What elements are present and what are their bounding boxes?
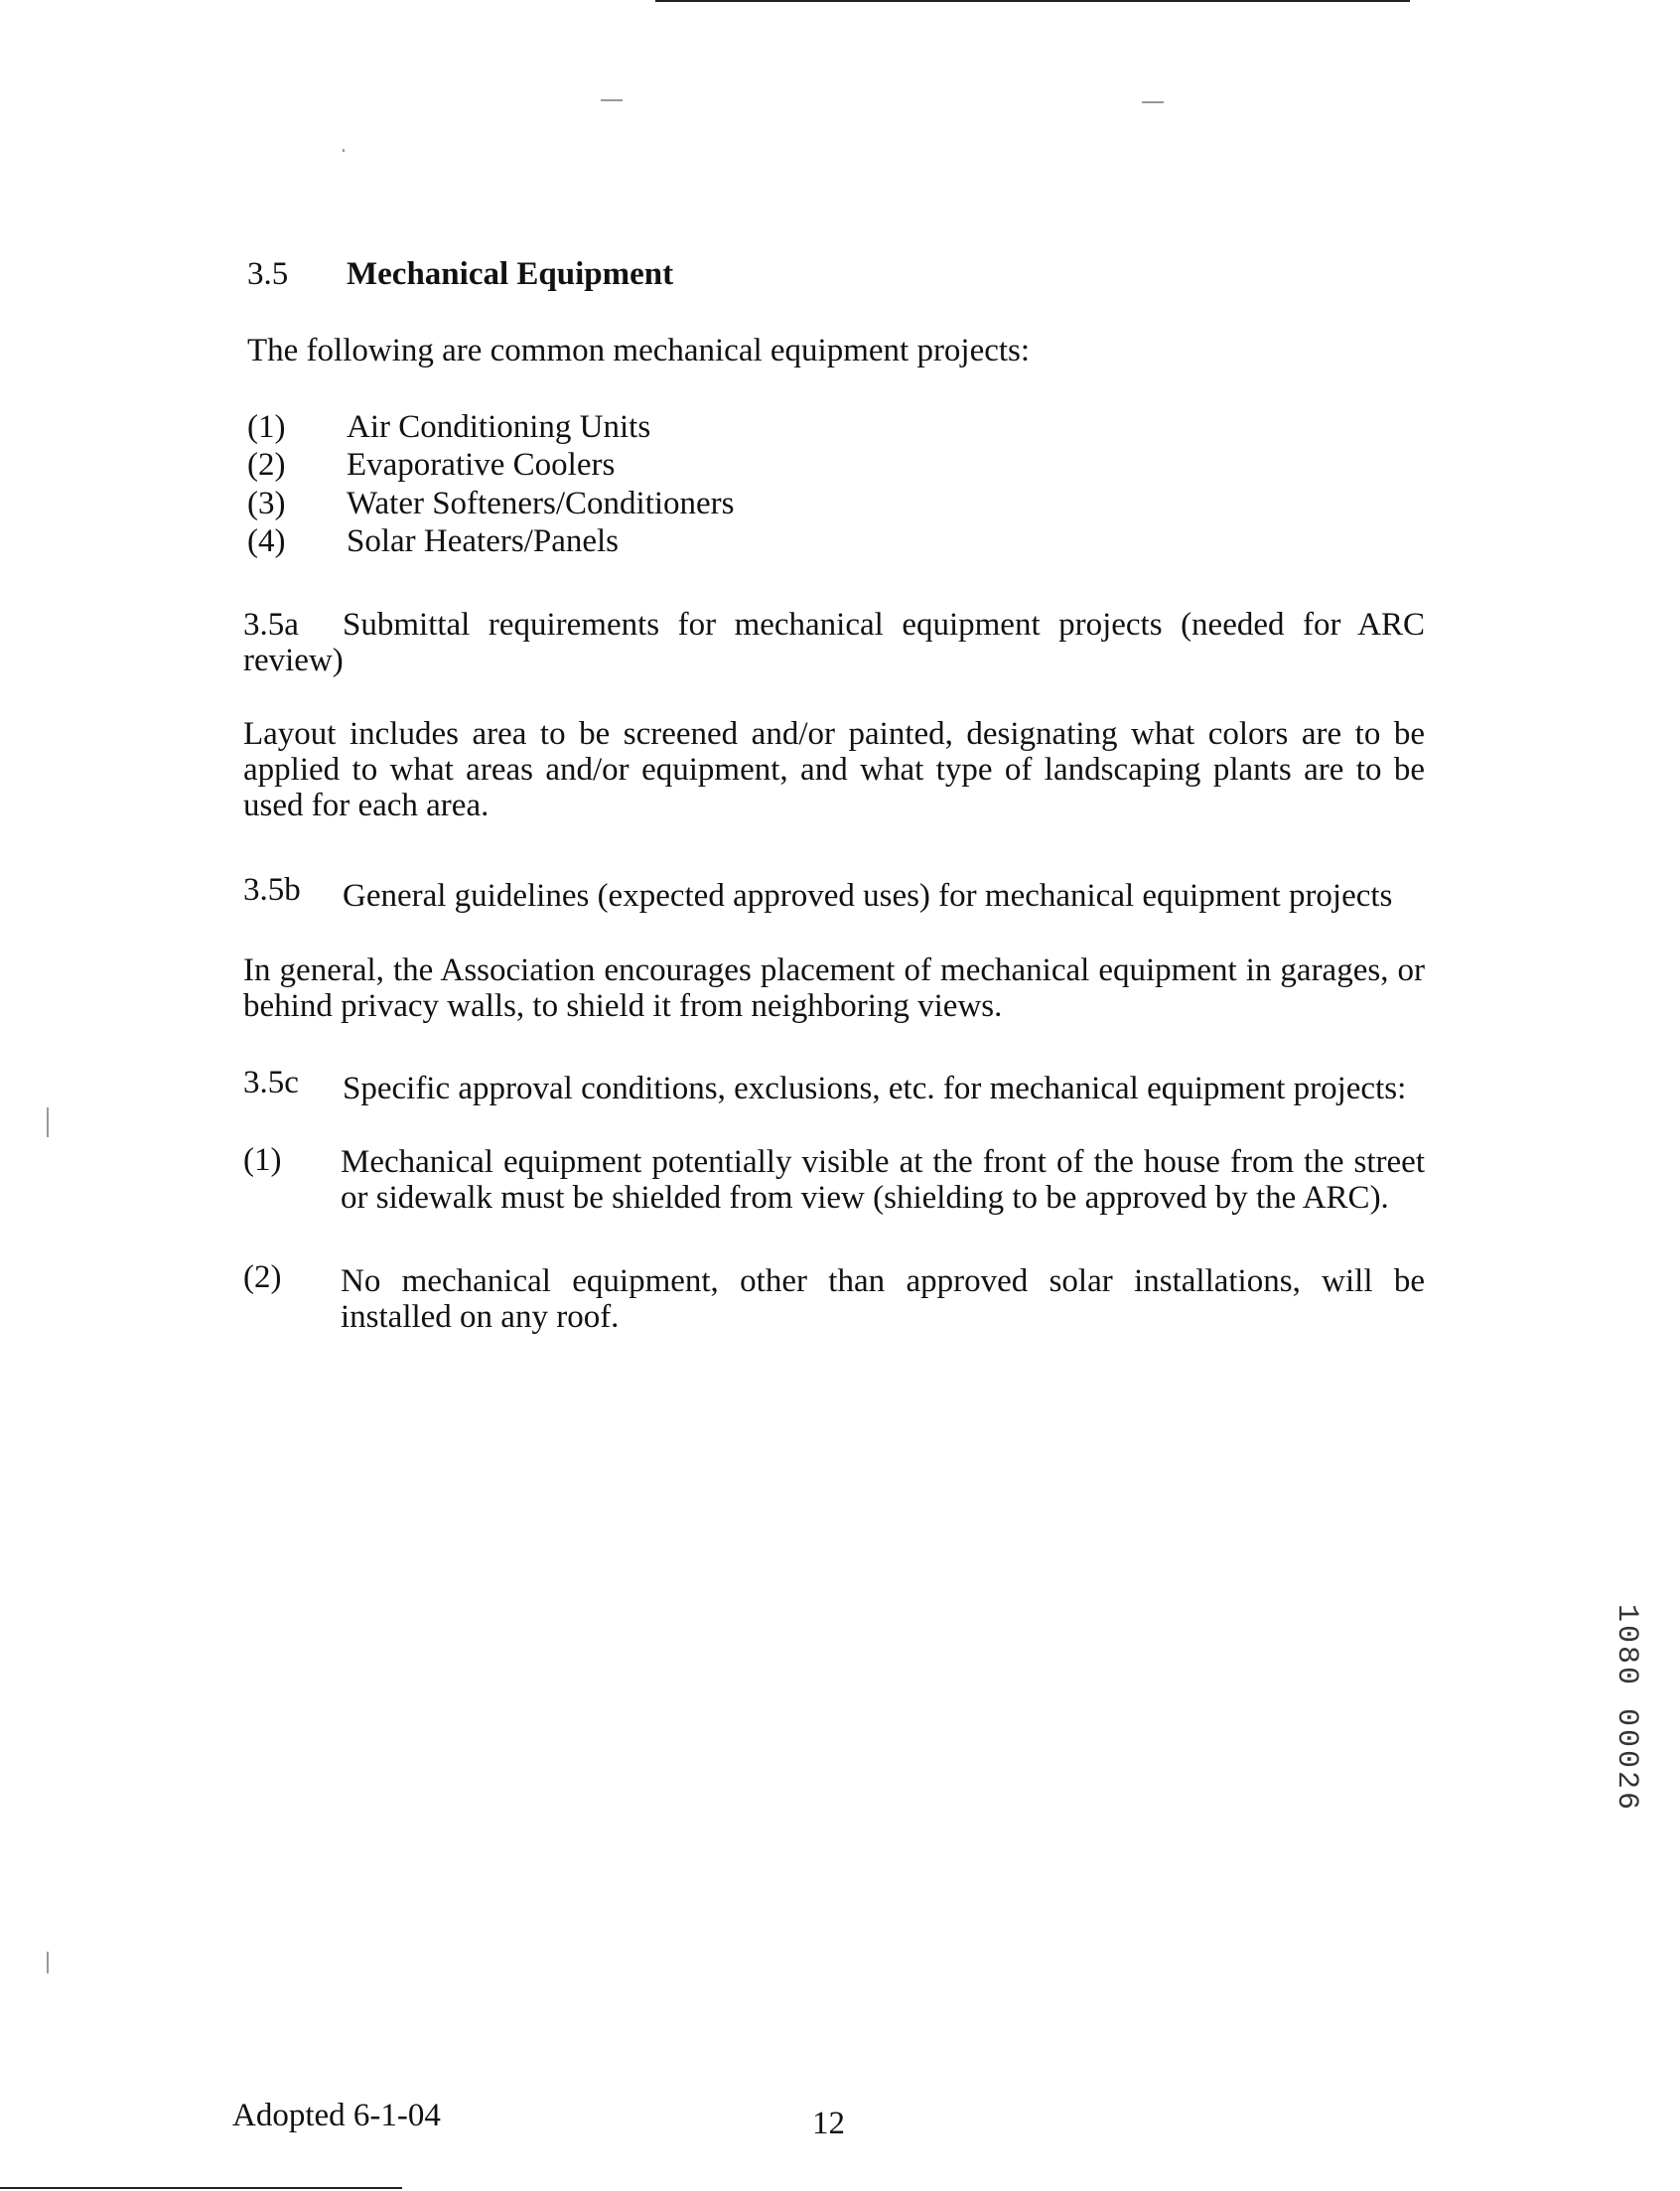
scan-speck <box>47 1107 49 1137</box>
scan-speck <box>601 99 623 101</box>
subsection-b-number: 3.5b <box>243 872 301 908</box>
subsection-a <box>243 607 1425 678</box>
scan-speck <box>343 149 345 152</box>
list-item-text: Evaporative Coolers <box>347 447 616 483</box>
layout-paragraph: Layout includes area to be screened and/or painted, designating what colors are to be applied to what areas and/or equipment, and what type of landscaping plants are to be used for each area. <box>243 716 1425 823</box>
list-item-number: (2) <box>243 1259 282 1295</box>
list-item-number: (4) <box>247 523 286 559</box>
subsection-b-text: General guidelines (expected approved uses) for mechanical equipment projects <box>343 878 1393 914</box>
general-paragraph: In general, the Association encourages placement of mechanical equipment in garages, or behind privacy walls, to shield it from neighboring views. <box>243 952 1425 1024</box>
subsection-c-text: Specific approval conditions, exclusions, etc. for mechanical equipment projects: <box>343 1071 1407 1106</box>
scan-speck <box>47 1952 49 1973</box>
top-scan-line <box>655 0 1410 2</box>
list-item-number: (1) <box>247 409 286 445</box>
bottom-scan-line <box>0 2187 402 2189</box>
adopted-date: Adopted 6-1-04 <box>232 2098 441 2133</box>
subsection-c-number: 3.5c <box>243 1065 299 1100</box>
list-item-text: Water Softeners/Conditioners <box>347 486 735 521</box>
list-item-number: (2) <box>247 447 286 483</box>
section-title: Mechanical Equipment <box>347 256 674 292</box>
list-item-text: Solar Heaters/Panels <box>347 523 620 559</box>
subsection-a-text: Submittal requirements for mechanical equipment projects (needed for ARC review) <box>243 607 1425 678</box>
list-item-text: No mechanical equipment, other than approved solar installations, will be installed on any roof. <box>341 1263 1425 1335</box>
list-item-number: (1) <box>243 1142 282 1178</box>
list-item-text: Air Conditioning Units <box>347 409 651 445</box>
section-number: 3.5 <box>247 256 289 292</box>
scan-speck <box>1142 101 1164 103</box>
intro-text: The following are common mechanical equipment projects: <box>247 333 1031 368</box>
subsection-a-number: 3.5a <box>243 607 299 643</box>
page-number: 12 <box>812 2106 845 2141</box>
list-item-text: Mechanical equipment potentially visible at the front of the house from the street or sidewalk must be shielded from view (shielding to be approved by the ARC). <box>341 1144 1425 1216</box>
archive-stamp: 1080 00026 <box>1610 1604 1643 1814</box>
list-item-number: (3) <box>247 486 286 521</box>
